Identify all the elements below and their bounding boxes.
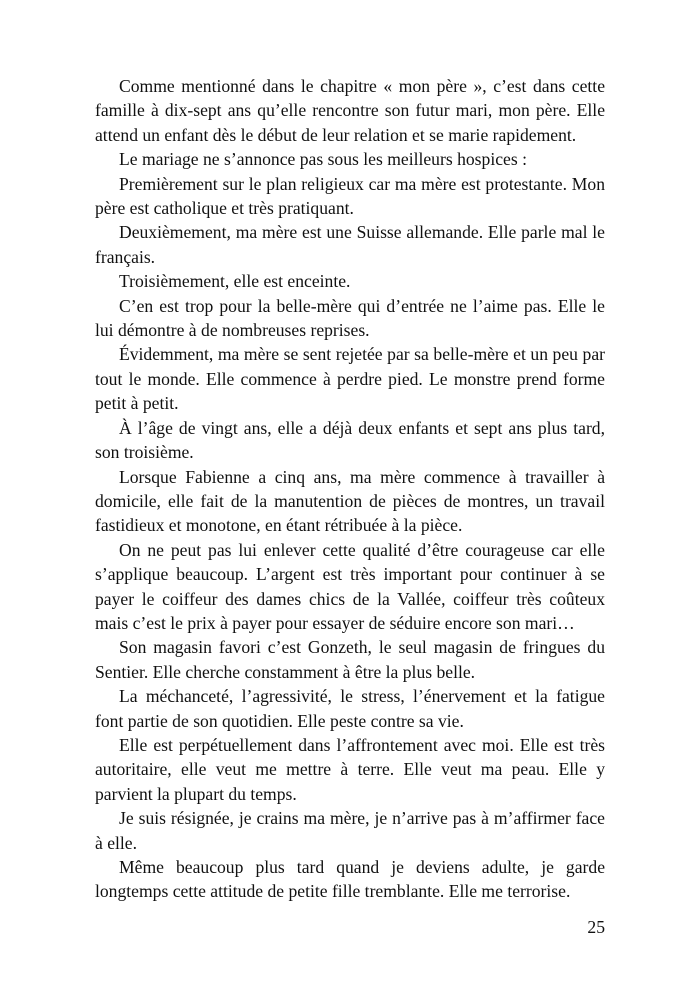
paragraph: Deuxièmement, ma mère est une Suisse allemande. Elle parle mal le français. bbox=[95, 222, 605, 267]
paragraph: Troisièmement, elle est enceinte. bbox=[119, 271, 351, 292]
paragraph: À l’âge de vingt ans, elle a déjà deux enfants et sept ans plus tard, son troisième. bbox=[95, 417, 605, 463]
page-body bbox=[95, 74, 605, 904]
paragraph: Son magasin favori c’est Gonzeth, le seul magasin de fringues du Sentier. Elle cherche constamment à être la plus belle. bbox=[95, 637, 605, 682]
paragraph: On ne peut pas lui enlever cette qualité d’être courageuse car elle s’applique beaucoup. L’argent est très important pour continuer à se payer le coiffeur des dames chics de la Vallée, coiffeur très coûteux mais c’est le prix à payer pour essayer de séduire encore son mari… bbox=[95, 539, 605, 633]
paragraph: Lorsque Fabienne a cinq ans, ma mère commence à travailler à domicile, elle fait de la manutention de pièces de montres, un travail fastidieux et monotone, en étant rétribuée à la pièce. bbox=[95, 466, 605, 536]
paragraph: Le mariage ne s’annonce pas sous les meilleurs hospices : bbox=[119, 149, 527, 170]
paragraph: Même beaucoup plus tard quand je deviens adulte, je garde longtemps cette attitude de petite fille tremblante. Elle me terrorise. bbox=[95, 857, 605, 902]
paragraph: Je suis résignée, je crains ma mère, je n’arrive pas à m’affirmer face à elle. bbox=[95, 808, 605, 853]
paragraph: Elle est perpétuellement dans l’affrontement avec moi. Elle est très autoritaire, elle veut me mettre à terre. Elle veut ma peau. Elle y parvient la plupart du temps. bbox=[95, 734, 605, 804]
paragraph: Évidemment, ma mère se sent rejetée par sa belle-mère et un peu par tout le monde. Elle commence à perdre pied. Le monstre prend forme petit à petit. bbox=[95, 344, 605, 414]
paragraph: Premièrement sur le plan religieux car ma mère est protestante. Mon père est catholique et très pratiquant. bbox=[95, 173, 605, 219]
paragraph: Comme mentionné dans le chapitre « mon père », c’est dans cette famille à dix-sept ans qu’elle rencontre son futur mari, mon père. Elle attend un enfant dès le début de leur relation et se marie rapidement. bbox=[95, 76, 605, 145]
paragraph: La méchanceté, l’agressivité, le stress, l’énervement et la fatigue font partie de son quotidien. Elle peste contre sa vie. bbox=[95, 686, 605, 731]
page-number: 25 bbox=[587, 917, 605, 937]
paragraph: C’en est trop pour la belle-mère qui d’entrée ne l’aime pas. Elle le lui démontre à de nombreuses reprises. bbox=[95, 295, 605, 341]
